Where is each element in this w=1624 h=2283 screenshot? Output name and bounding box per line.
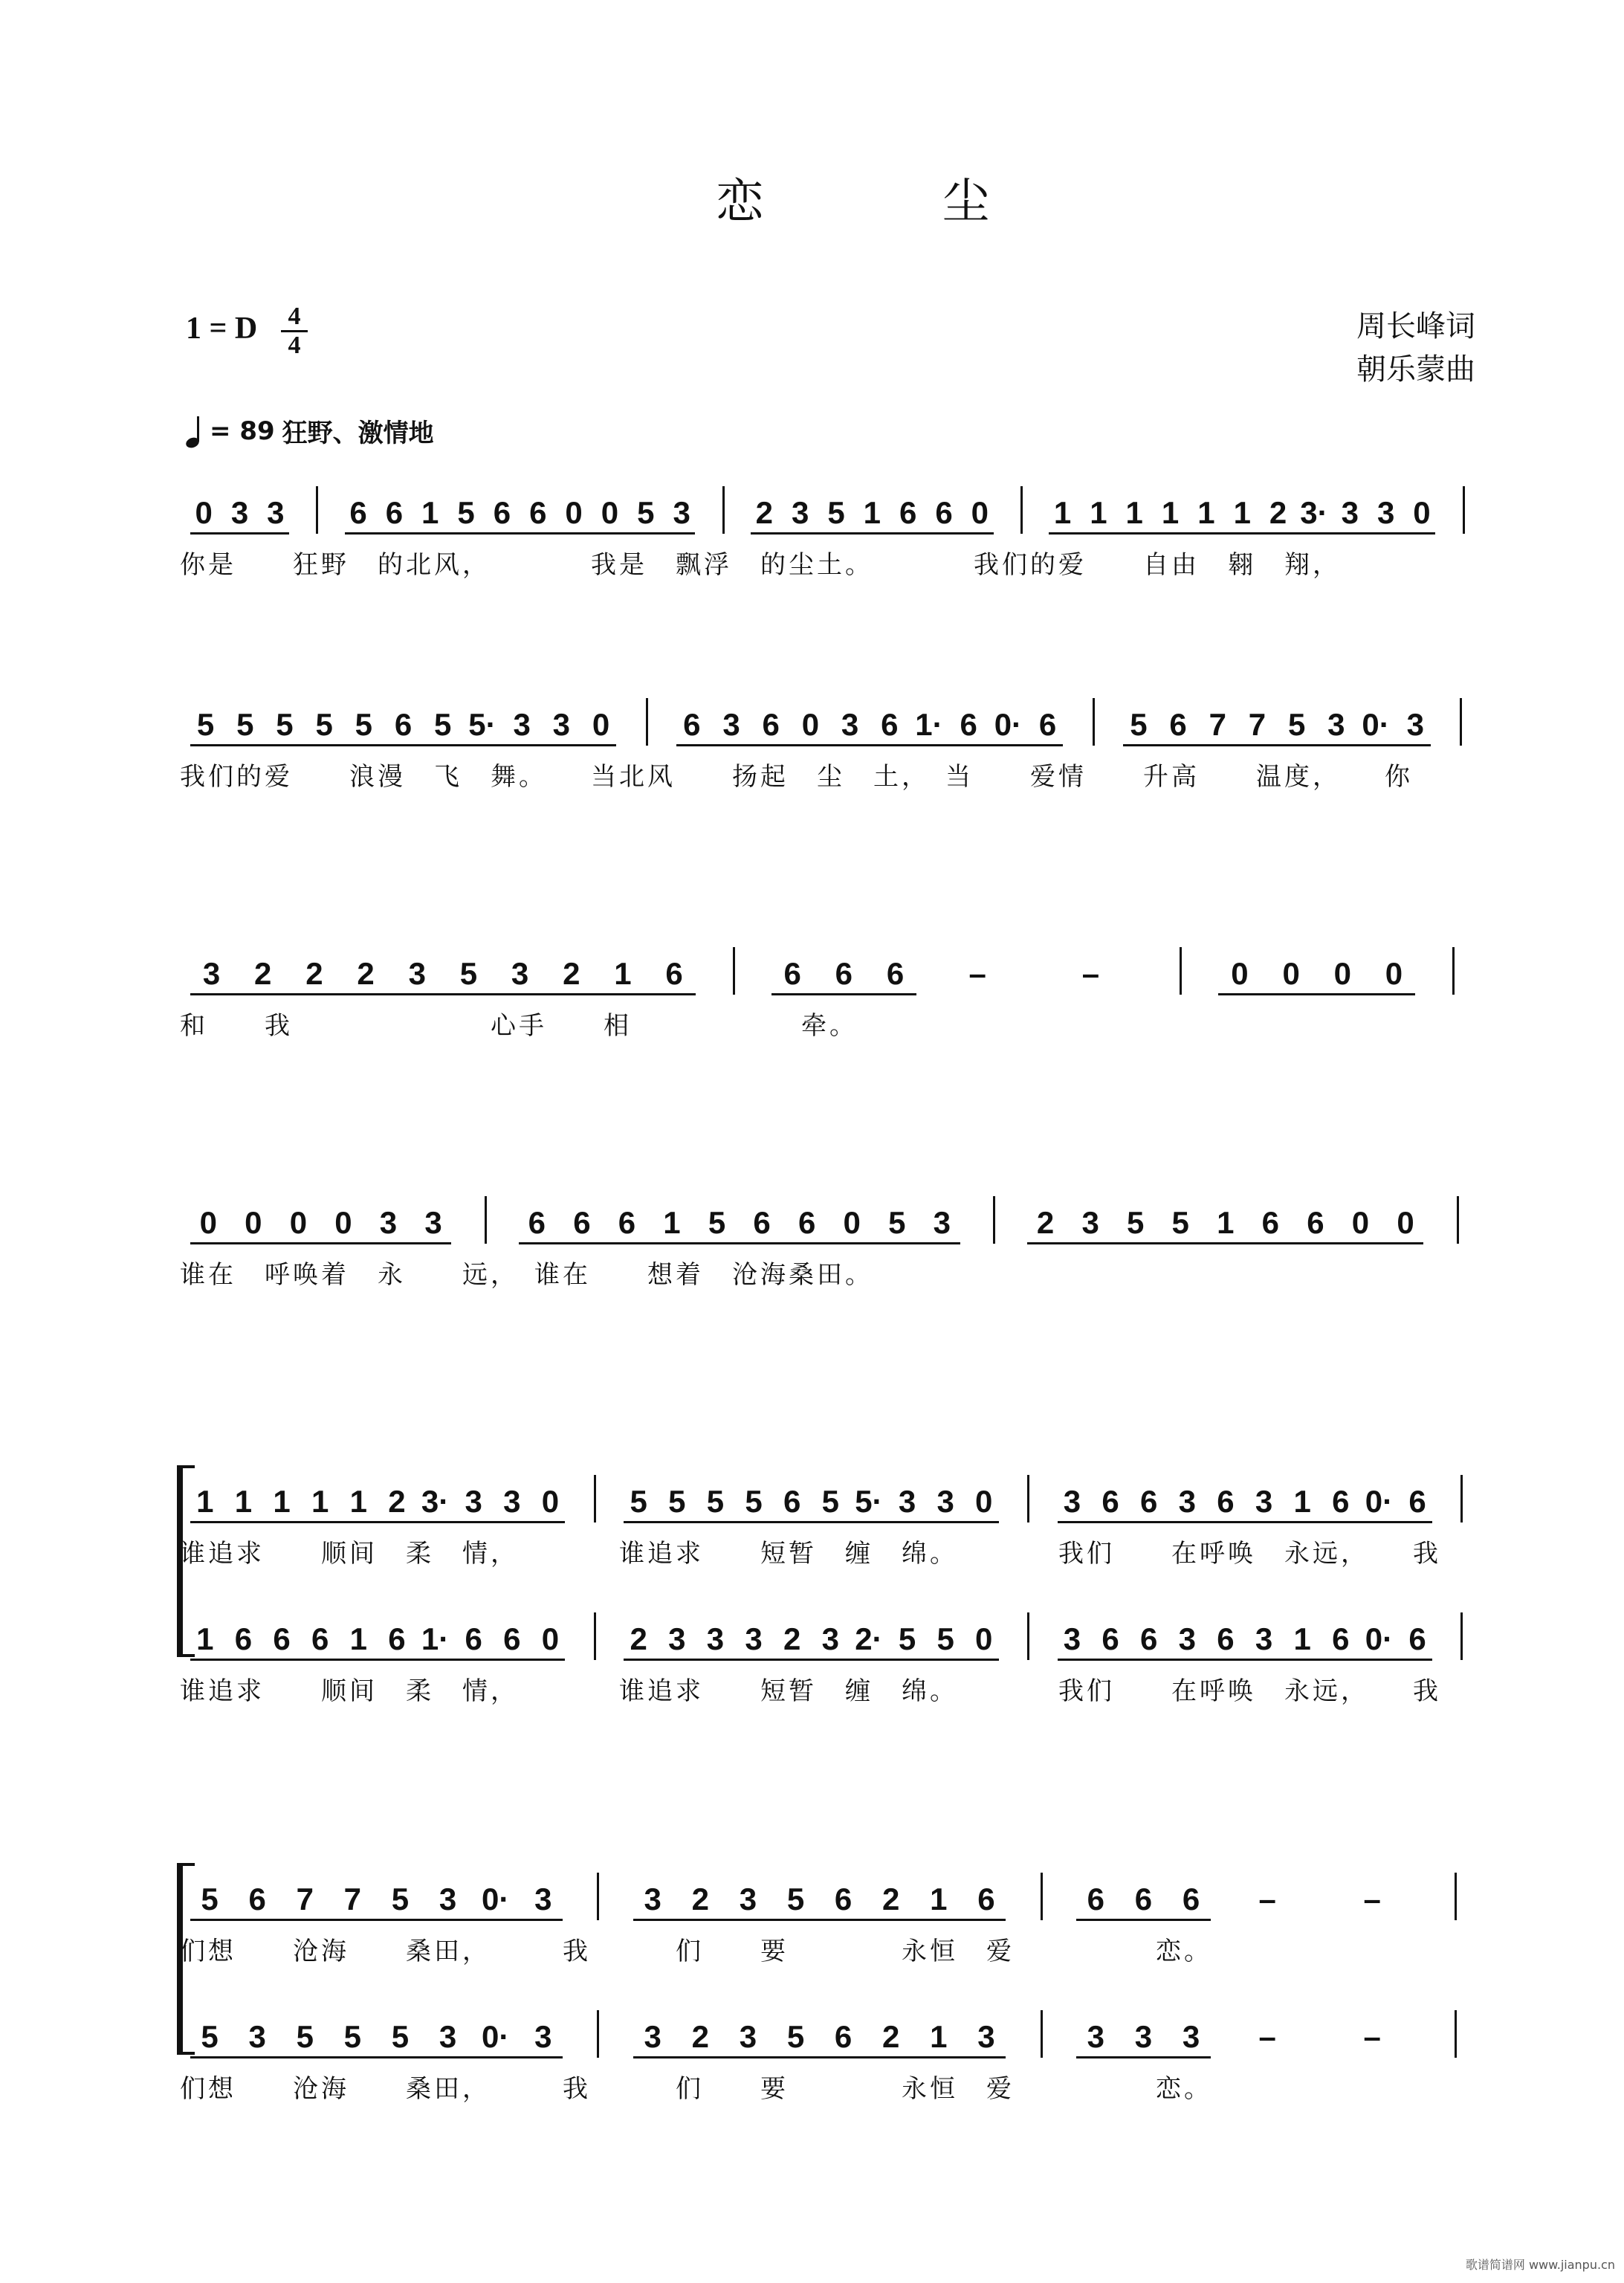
jianpu-note: 6 <box>1217 1621 1235 1656</box>
note-extension-dash: – <box>1363 2019 1381 2054</box>
jianpu-note: 6 <box>977 1882 995 1917</box>
lyric-line: 们想 沧海 桑田， 我 们 要 永恒 爱 恋。 <box>180 2074 1212 2104</box>
jianpu-note: 6 <box>1038 707 1057 742</box>
jianpu-note: 6 <box>1140 1621 1158 1656</box>
beam-line <box>1076 2056 1210 2058</box>
jianpu-note: 6 <box>234 1621 253 1656</box>
jianpu-note: 0· <box>994 707 1023 742</box>
jianpu-note: 5 <box>898 1621 916 1656</box>
jianpu-note: 3 <box>706 1621 725 1656</box>
jianpu-note: 5 <box>434 707 452 742</box>
jianpu-note: 2· <box>855 1621 883 1656</box>
jianpu-note: 5 <box>827 495 845 530</box>
jianpu-note: 1 <box>1197 495 1215 530</box>
beam-line <box>624 1659 998 1661</box>
jianpu-note: 5 <box>1130 707 1148 742</box>
jianpu-note: 5 <box>355 707 373 742</box>
jianpu-note: 6 <box>886 956 905 991</box>
barline <box>646 698 648 746</box>
beam-line <box>345 532 695 535</box>
jianpu-note: 6 <box>1169 707 1187 742</box>
score-line-6 <box>0 1617 1624 1728</box>
jianpu-note: 0· <box>1365 1484 1394 1519</box>
tempo-expression: 狂野、激情地 <box>282 419 434 448</box>
score-line-5 <box>0 1479 1624 1591</box>
jianpu-note: 1 <box>196 1621 214 1656</box>
jianpu-note: 3 <box>267 495 285 530</box>
score-line-8 <box>0 2015 1624 2126</box>
jianpu-note: 5 <box>786 1882 805 1917</box>
jianpu-note: 6 <box>385 495 404 530</box>
barline <box>1041 2010 1043 2058</box>
jianpu-note: 5 <box>936 1621 954 1656</box>
jianpu-note: 6 <box>834 1882 853 1917</box>
jianpu-note: 3 <box>739 1882 757 1917</box>
jianpu-note: 7 <box>343 1882 362 1917</box>
beam-line <box>1123 744 1431 746</box>
jianpu-note: 3 <box>841 707 859 742</box>
jianpu-note: 3 <box>722 707 740 742</box>
jianpu-note: 6 <box>783 1484 801 1519</box>
jianpu-note: 3 <box>739 2019 757 2054</box>
jianpu-note: 3 <box>644 1882 661 1917</box>
jianpu-note: 6 <box>529 495 547 530</box>
jianpu-note: 0 <box>801 707 820 742</box>
lyric-line: 们想 沧海 桑田， 我 们 要 永恒 爱 恋。 <box>180 1937 1212 1966</box>
jianpu-note: 5 <box>706 1484 725 1519</box>
jianpu-note: 5 <box>296 2019 314 2054</box>
jianpu-note: 5 <box>315 707 333 742</box>
jianpu-note: 1 <box>1293 1621 1311 1656</box>
jianpu-note: 2 <box>691 1882 709 1917</box>
beam-line <box>1049 532 1435 535</box>
jianpu-note: 0 <box>601 495 619 530</box>
barline <box>597 2010 599 2058</box>
jianpu-note: 0· <box>481 2019 510 2054</box>
jianpu-note: 3 <box>1182 2019 1200 2054</box>
jianpu-note: 3 <box>503 1484 521 1519</box>
barline <box>733 947 735 995</box>
jianpu-note: 5 <box>391 2019 410 2054</box>
beam-line <box>1058 1659 1432 1661</box>
jianpu-note: 1 <box>1125 495 1143 530</box>
barline <box>597 1873 599 1920</box>
jianpu-note: 6 <box>783 956 801 991</box>
jianpu-note: 3 <box>1406 707 1424 742</box>
lyric-line: 和 我 心手 相 牵。 <box>180 1011 858 1041</box>
lyric-line: 谁追求 顺间 柔 情， 谁追求 短暂 缠 绵。 我们 在呼唤 永远， 我 <box>180 1676 1441 1706</box>
tempo-value: = 89 <box>210 416 275 446</box>
jianpu-note: 6 <box>1101 1484 1119 1519</box>
barline <box>1460 1612 1463 1660</box>
jianpu-note: 5 <box>1287 707 1306 742</box>
notes-row <box>0 1877 1624 1922</box>
jianpu-note: 6 <box>349 495 367 530</box>
jianpu-note: 3 <box>379 1205 398 1240</box>
jianpu-note: 0 <box>843 1205 861 1240</box>
jianpu-note: 2 <box>388 1484 406 1519</box>
jianpu-note: 0 <box>565 495 583 530</box>
notes-row <box>0 1479 1624 1524</box>
jianpu-note: 3 <box>230 495 249 530</box>
barline <box>594 1475 596 1522</box>
jianpu-note: 0· <box>481 1882 510 1917</box>
jianpu-note: 3 <box>513 707 531 742</box>
song-title: 恋 尘 <box>716 175 1072 230</box>
notes-row <box>0 491 1624 535</box>
jianpu-note: 6 <box>1332 1621 1350 1656</box>
beam-line <box>771 993 917 995</box>
jianpu-note: 5 <box>343 2019 362 2054</box>
barline <box>1463 486 1465 534</box>
jianpu-note: 3 <box>1134 2019 1153 2054</box>
jianpu-note: 3 <box>424 1205 442 1240</box>
beam-line <box>624 1521 998 1523</box>
jianpu-note: 3 <box>936 1484 954 1519</box>
jianpu-note: 5 <box>276 707 294 742</box>
jianpu-note: 3 <box>1063 1484 1081 1519</box>
jianpu-note: 6 <box>1307 1205 1324 1240</box>
jianpu-note: 3 <box>668 1621 686 1656</box>
jianpu-note: 6 <box>683 707 701 742</box>
score-line-1 <box>0 491 1624 602</box>
time-signature <box>281 303 308 359</box>
jianpu-note: 1 <box>614 956 632 991</box>
jianpu-note: 7 <box>296 1882 314 1917</box>
barline <box>1041 1873 1043 1920</box>
jianpu-note: 6 <box>1261 1205 1280 1240</box>
jianpu-note: 1 <box>349 1621 367 1656</box>
jianpu-note: 6 <box>1087 1882 1105 1917</box>
jianpu-note: 0 <box>971 495 989 530</box>
jianpu-note: 2 <box>357 956 375 991</box>
jianpu-note: 3 <box>898 1484 916 1519</box>
notes-row <box>0 952 1624 996</box>
jianpu-note: 2 <box>1269 495 1287 530</box>
jianpu-note: 0 <box>1231 956 1249 991</box>
jianpu-note: 6 <box>1217 1484 1235 1519</box>
composer: 朝乐蒙曲 <box>1356 352 1475 387</box>
barline <box>1457 1196 1459 1244</box>
barline <box>1455 1873 1457 1920</box>
barline <box>1027 1475 1029 1522</box>
notes-row <box>0 1617 1624 1662</box>
jianpu-note: 6 <box>665 956 683 991</box>
jianpu-note: 6 <box>762 707 780 742</box>
jianpu-note: 7 <box>1248 707 1266 742</box>
barline <box>1460 1475 1463 1522</box>
jianpu-note: 0 <box>1351 1205 1370 1240</box>
jianpu-note: 1 <box>421 495 439 530</box>
jianpu-note: 3· <box>1300 495 1328 530</box>
jianpu-note: 5 <box>630 1484 647 1519</box>
jianpu-note: 3 <box>439 2019 457 2054</box>
jianpu-note: 5 <box>888 1205 906 1240</box>
beam-line <box>1076 1919 1210 1921</box>
jianpu-note: 0 <box>541 1484 560 1519</box>
jianpu-note: 2 <box>254 956 272 991</box>
jianpu-note: 3 <box>552 707 570 742</box>
barline <box>1020 486 1023 534</box>
jianpu-note: 6 <box>1134 1882 1153 1917</box>
jianpu-note: 3 <box>1081 1205 1099 1240</box>
beam-line <box>190 532 289 535</box>
note-extension-dash: – <box>1081 956 1100 991</box>
jianpu-note: 1 <box>930 1882 948 1917</box>
jianpu-note: 0 <box>289 1205 308 1240</box>
jianpu-note: 1 <box>1161 495 1180 530</box>
jianpu-note: 5 <box>668 1484 686 1519</box>
note-extension-dash: – <box>1258 2019 1276 2054</box>
jianpu-note: 0 <box>975 1621 993 1656</box>
barline <box>722 486 725 534</box>
barline <box>485 1196 487 1244</box>
note-extension-dash: – <box>1363 1882 1381 1917</box>
jianpu-note: 1· <box>915 707 943 742</box>
beam-line <box>190 1242 451 1244</box>
jianpu-note: 6 <box>1182 1882 1200 1917</box>
jianpu-note: 6 <box>899 495 917 530</box>
jianpu-note: 5 <box>391 1882 410 1917</box>
jianpu-note: 0 <box>1385 956 1403 991</box>
beam-line <box>1027 1242 1423 1244</box>
jianpu-note: 2 <box>1036 1205 1055 1240</box>
barline <box>1180 947 1182 995</box>
jianpu-note: 6 <box>465 1621 482 1656</box>
jianpu-note: 1 <box>1293 1484 1311 1519</box>
jianpu-note: 6 <box>881 707 899 742</box>
jianpu-note: 0 <box>975 1484 993 1519</box>
barline <box>316 486 318 534</box>
jianpu-note: 3 <box>1178 1621 1197 1656</box>
jianpu-note: 2 <box>563 956 580 991</box>
jianpu-note: 5 <box>236 707 254 742</box>
jianpu-note: 0 <box>1282 956 1300 991</box>
barline <box>1093 698 1095 746</box>
jianpu-note: 3 <box>821 1621 839 1656</box>
jianpu-note: 5 <box>457 495 475 530</box>
jianpu-note: 5 <box>1126 1205 1145 1240</box>
note-extension-dash: – <box>1258 1882 1276 1917</box>
jianpu-note: 6 <box>618 1205 636 1240</box>
jianpu-note: 3 <box>439 1882 457 1917</box>
jianpu-note: 6 <box>248 1882 266 1917</box>
lyric-line: 你是 狂野 的北风， 我是 飘浮 的尘土。 我们的爱 自由 翱 翔， <box>180 550 1341 580</box>
jianpu-note: 3 <box>1341 495 1359 530</box>
barline <box>1027 1612 1029 1660</box>
jianpu-note: 6 <box>273 1621 291 1656</box>
jianpu-note: 0· <box>1362 707 1390 742</box>
jianpu-note: 6 <box>1408 1484 1426 1519</box>
beam-line <box>190 1521 565 1523</box>
jianpu-note: 6 <box>1408 1621 1426 1656</box>
jianpu-note: 1 <box>1090 495 1107 530</box>
jianpu-note: 6 <box>753 1205 771 1240</box>
jianpu-note: 6 <box>935 495 953 530</box>
jianpu-note: 2 <box>882 1882 900 1917</box>
jianpu-note: 6 <box>798 1205 816 1240</box>
jianpu-note: 6 <box>835 956 853 991</box>
jianpu-note: 5 <box>708 1205 726 1240</box>
jianpu-note: 0 <box>1413 495 1431 530</box>
jianpu-note: 6 <box>1101 1621 1119 1656</box>
jianpu-note: 5 <box>1171 1205 1189 1240</box>
jianpu-note: 6 <box>311 1621 329 1656</box>
barline <box>1455 2010 1457 2058</box>
jianpu-note: 3 <box>534 2019 552 2054</box>
score-line-3 <box>0 952 1624 1063</box>
jianpu-note: 5· <box>468 707 496 742</box>
jianpu-note: 1 <box>349 1484 367 1519</box>
jianpu-note: 5 <box>786 2019 805 2054</box>
beam-line <box>190 744 616 746</box>
jianpu-note: 5 <box>201 1882 219 1917</box>
jianpu-note: 0 <box>1397 1205 1414 1240</box>
jianpu-note: 3 <box>511 956 529 991</box>
barline <box>1460 698 1462 746</box>
score-line-7 <box>0 1877 1624 1989</box>
jianpu-note: 5 <box>821 1484 839 1519</box>
barline <box>1452 947 1455 995</box>
beam-line <box>190 2056 563 2058</box>
score-line-4 <box>0 1201 1624 1312</box>
jianpu-note: 3 <box>791 495 809 530</box>
jianpu-note: 2 <box>882 2019 900 2054</box>
notes-row <box>0 2015 1624 2059</box>
beam-line <box>676 744 1063 746</box>
quarter-note-icon <box>186 415 202 448</box>
jianpu-note: 6 <box>834 2019 853 2054</box>
beam-line <box>1218 993 1415 995</box>
tempo-marking <box>186 413 434 449</box>
jianpu-note: 6 <box>573 1205 591 1240</box>
jianpu-note: 1 <box>234 1484 253 1519</box>
jianpu-note: 3 <box>1178 1484 1197 1519</box>
jianpu-note: 0 <box>195 495 213 530</box>
jianpu-note: 3 <box>534 1882 552 1917</box>
jianpu-note: 3 <box>465 1484 482 1519</box>
barline <box>594 1612 596 1660</box>
beam-line <box>633 2056 1006 2058</box>
jianpu-note: 0 <box>334 1205 352 1240</box>
jianpu-note: 3 <box>977 2019 995 2054</box>
jianpu-note: 1 <box>1233 495 1251 530</box>
jianpu-note: 2 <box>305 956 323 991</box>
jianpu-note: 3· <box>421 1484 450 1519</box>
jianpu-note: 1 <box>863 495 881 530</box>
jianpu-note: 3 <box>202 956 221 991</box>
jianpu-note: 3 <box>408 956 426 991</box>
beam-line <box>633 1919 1006 1921</box>
jianpu-note: 0· <box>1365 1621 1394 1656</box>
note-extension-dash: – <box>968 956 986 991</box>
jianpu-note: 6 <box>528 1205 546 1240</box>
lyric-line: 我们的爱 浪漫 飞 舞。 当北风 扬起 尘 土， 当 爱情 升高 温度， 你 <box>180 762 1413 792</box>
jianpu-note: 2 <box>630 1621 647 1656</box>
jianpu-note: 1 <box>930 2019 948 2054</box>
jianpu-note: 5 <box>201 2019 219 2054</box>
jianpu-note: 0 <box>199 1205 217 1240</box>
jianpu-note: 2 <box>783 1621 801 1656</box>
jianpu-note: 5 <box>196 707 215 742</box>
jianpu-note: 5 <box>459 956 478 991</box>
jianpu-note: 3 <box>1255 1484 1273 1519</box>
jianpu-note: 0 <box>541 1621 560 1656</box>
jianpu-note: 1 <box>273 1484 291 1519</box>
jianpu-note: 3 <box>1255 1621 1273 1656</box>
time-signature-top: 4 <box>288 303 301 330</box>
jianpu-note: 1 <box>196 1484 214 1519</box>
notes-row <box>0 703 1624 747</box>
beam-line <box>519 1242 960 1244</box>
jianpu-note: 0 <box>245 1205 262 1240</box>
jianpu-note: 3 <box>248 2019 266 2054</box>
beam-line <box>751 532 993 535</box>
jianpu-note: 1 <box>311 1484 329 1519</box>
jianpu-note: 3 <box>933 1205 951 1240</box>
time-signature-bottom: 4 <box>281 330 308 359</box>
jianpu-note: 1 <box>663 1205 681 1240</box>
jianpu-note: 1· <box>421 1621 450 1656</box>
jianpu-note: 3 <box>1376 495 1395 530</box>
jianpu-note: 7 <box>1209 707 1226 742</box>
jianpu-note: 5 <box>637 495 655 530</box>
beam-line <box>190 993 696 995</box>
jianpu-note: 6 <box>1332 1484 1350 1519</box>
jianpu-note: 5· <box>855 1484 883 1519</box>
jianpu-note: 6 <box>960 707 977 742</box>
jianpu-note: 3 <box>1327 707 1345 742</box>
jianpu-note: 2 <box>755 495 773 530</box>
key-signature: 1 = D <box>186 311 258 346</box>
beam-line <box>190 1659 565 1661</box>
lyric-line: 谁在 呼唤着 永 远， 谁在 想着 沧海桑田。 <box>180 1260 873 1290</box>
jianpu-note: 6 <box>1140 1484 1158 1519</box>
beam-line <box>190 1919 563 1921</box>
jianpu-note: 3 <box>673 495 690 530</box>
jianpu-note: 0 <box>1333 956 1351 991</box>
lyric-line: 谁追求 顺间 柔 情， 谁追求 短暂 缠 绵。 我们 在呼唤 永远， 我 <box>180 1539 1441 1569</box>
barline <box>993 1196 995 1244</box>
jianpu-note: 1 <box>1217 1205 1235 1240</box>
score-line-2 <box>0 703 1624 814</box>
jianpu-note: 3 <box>644 2019 661 2054</box>
jianpu-note: 1 <box>1053 495 1072 530</box>
jianpu-note: 6 <box>394 707 413 742</box>
jianpu-note: 6 <box>388 1621 406 1656</box>
jianpu-note: 3 <box>1063 1621 1081 1656</box>
notes-row <box>0 1201 1624 1245</box>
jianpu-note: 2 <box>691 2019 709 2054</box>
jianpu-note: 6 <box>503 1621 521 1656</box>
jianpu-note: 6 <box>493 495 511 530</box>
credits <box>1356 305 1475 391</box>
jianpu-note: 0 <box>592 707 610 742</box>
watermark: 歌谱简谱网 www.jianpu.cn <box>1465 2258 1615 2272</box>
lyricist: 周长峰词 <box>1356 309 1475 343</box>
jianpu-note: 5 <box>745 1484 763 1519</box>
jianpu-note: 3 <box>745 1621 763 1656</box>
jianpu-note: 3 <box>1087 2019 1105 2054</box>
beam-line <box>1058 1521 1432 1523</box>
